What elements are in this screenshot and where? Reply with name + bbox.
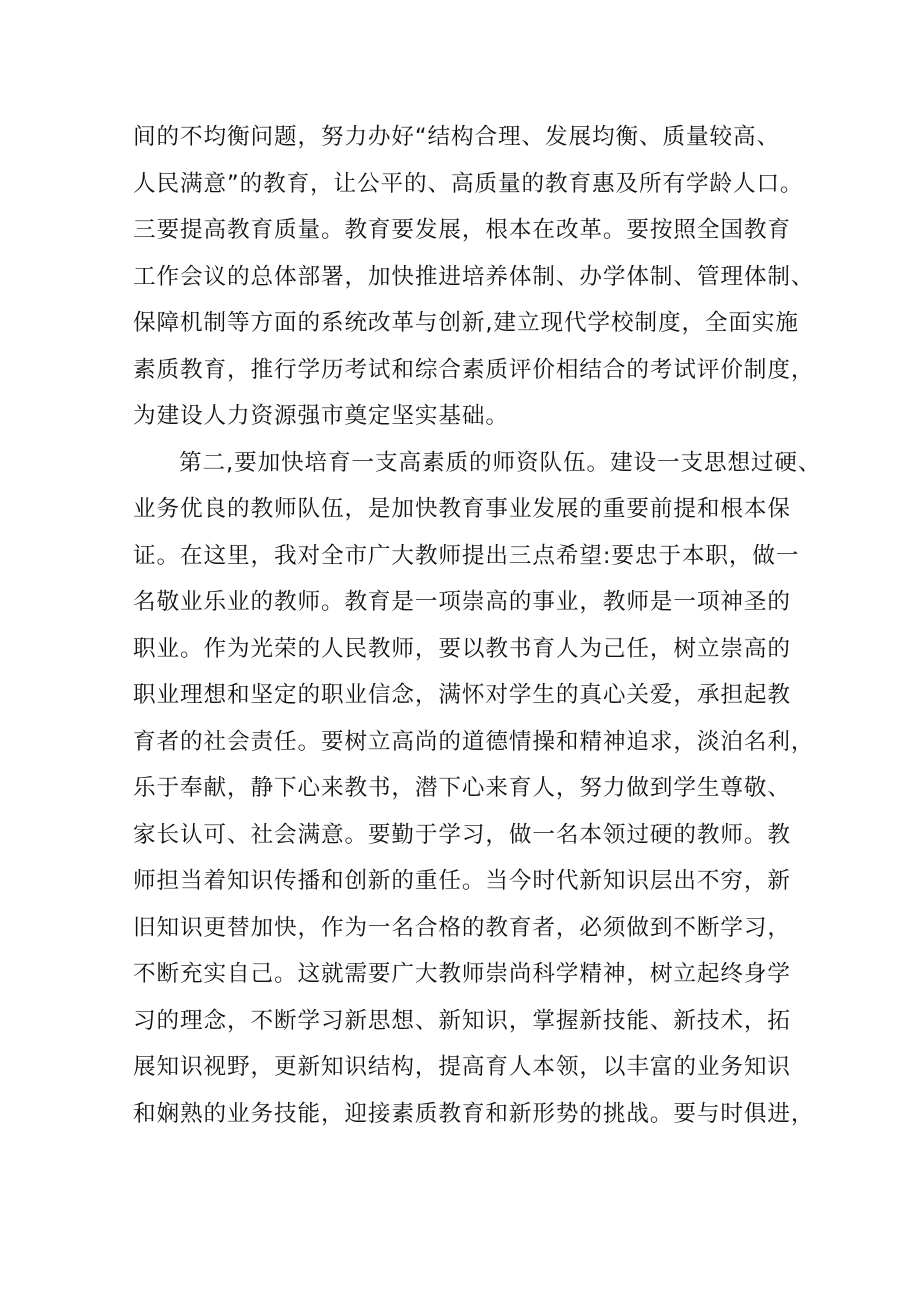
- text-line: 育者的社会责任。要树立高尚的道德情操和精神追求，淡泊名利，: [133, 728, 815, 755]
- text-line: 习的理念，不断学习新思想、新知识，掌握新技能、新技术，拓: [133, 1007, 791, 1034]
- paragraph-start-line: 第二,要加快培育一支高素质的师资队伍。建设一支思想过硬、: [179, 449, 822, 476]
- text-line: 工作会议的总体部署，加快推进培养体制、办学体制、管理体制、: [133, 263, 815, 290]
- text-line: 不断充实自己。这就需要广大教师崇尚科学精神，树立起终身学: [133, 961, 791, 987]
- text-line: 为建设人力资源强市奠定坚实基础。: [133, 403, 509, 429]
- text-line: 素质教育，推行学历考试和综合素质评价相结合的考试评价制度，: [133, 356, 815, 383]
- body-text: [133, 114, 822, 1137]
- text-line: 业务优良的教师队伍，是加快教育事业发展的重要前提和根本保: [133, 496, 791, 522]
- text-line: 旧知识更替加快，作为一名合格的教育者，必须做到不断学习，: [133, 914, 791, 941]
- text-line: 家长认可、社会满意。要勤于学习，做一名本领过硬的教师。教: [133, 821, 791, 848]
- text-line: 师担当着知识传播和创新的重任。当今时代新知识层出不穷，新: [133, 868, 791, 894]
- text-line: 名敬业乐业的教师。教育是一项崇高的事业，教师是一项神圣的: [133, 589, 791, 615]
- text-line: 职业。作为光荣的人民教师，要以教书育人为己任，树立崇高的: [133, 635, 791, 662]
- text-line: 乐于奉献，静下心来教书，潜下心来育人，努力做到学生尊敬、: [133, 775, 791, 801]
- text-line: 间的不均衡问题，努力办好“结构合理、发展均衡、质量较高、: [133, 124, 780, 150]
- text-line: 证。在这里，我对全市广大教师提出三点希望:要忠于本职，做一: [133, 542, 800, 569]
- text-line: 人民满意”的教育，让公平的、高质量的教育惠及所有学龄人口。: [133, 170, 804, 197]
- text-line: 三要提高教育质量。教育要发展，根本在改革。要按照全国教育: [133, 217, 791, 243]
- text-line: 保障机制等方面的系统改革与创新,建立现代学校制度，全面实施: [133, 310, 799, 336]
- text-line: 职业理想和坚定的职业信念，满怀对学生的真心关爱，承担起教: [133, 682, 791, 708]
- text-line: 展知识视野，更新知识结构，提高育人本领，以丰富的业务知识: [133, 1054, 791, 1080]
- text-line: 和娴熟的业务技能，迎接素质教育和新形势的挑战。要与时俱进，: [133, 1100, 815, 1127]
